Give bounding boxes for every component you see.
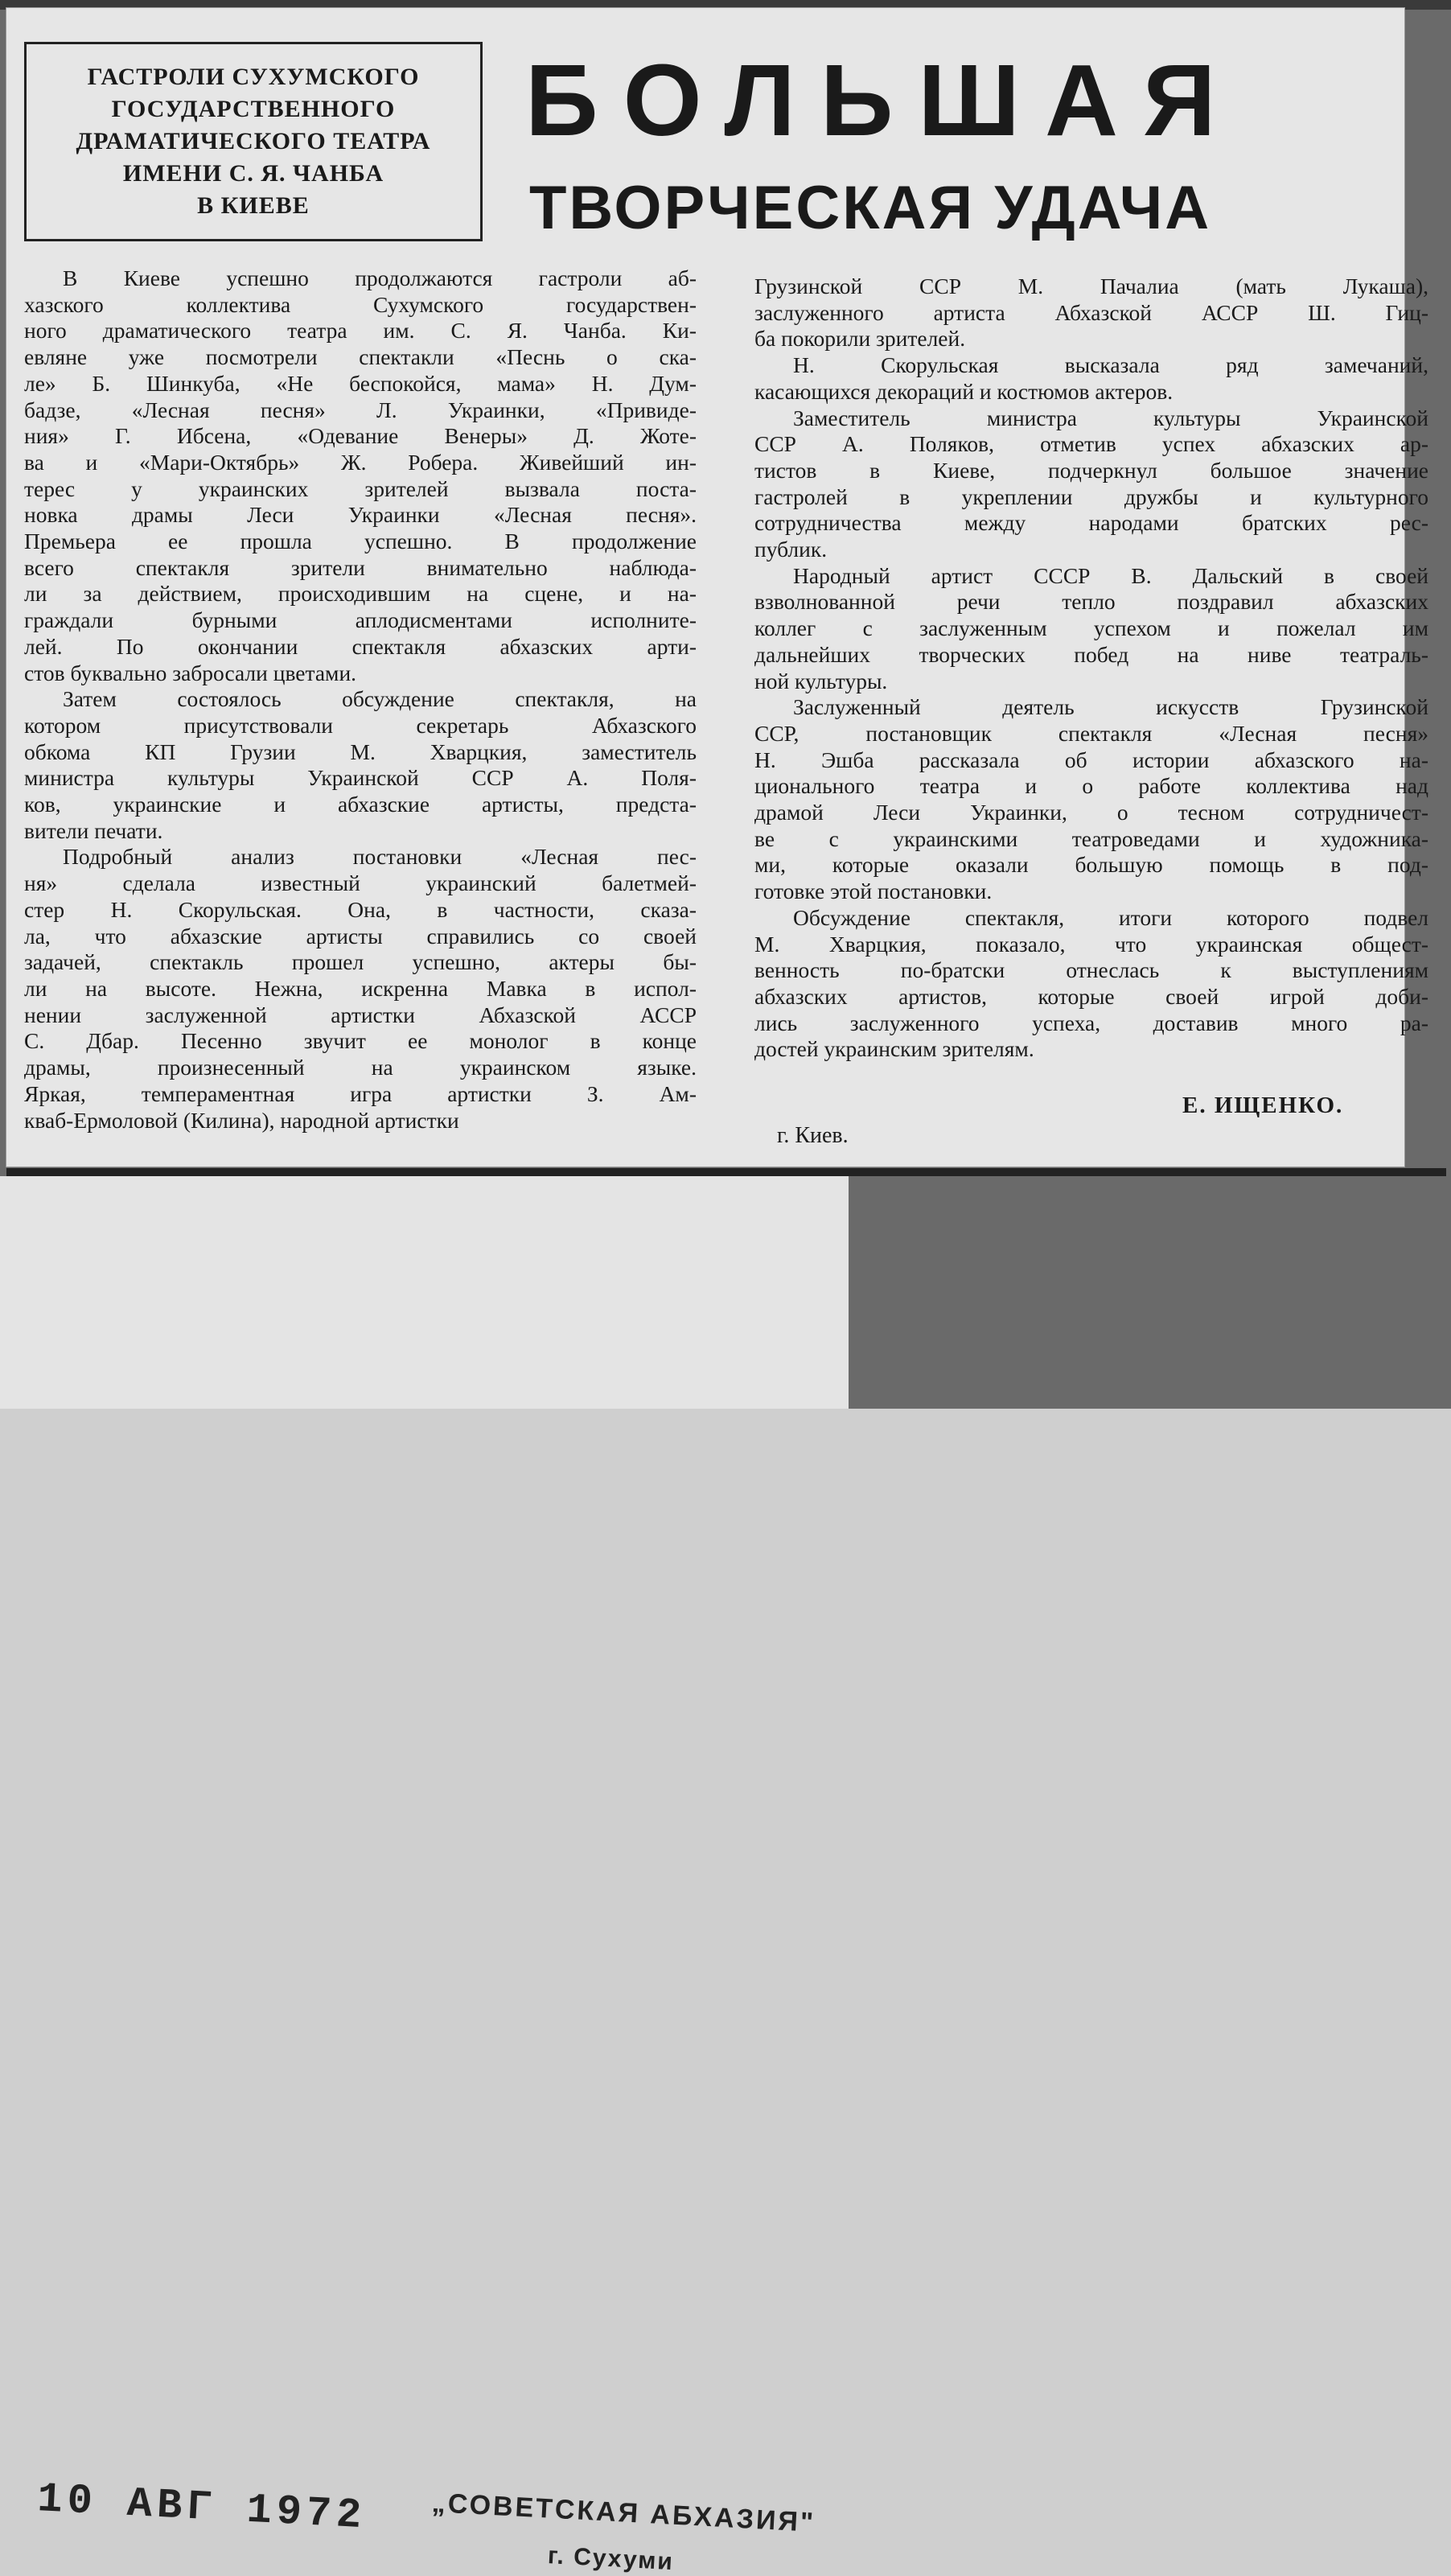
text-line: драмы, произнесенный на украинском языке. bbox=[24, 1055, 697, 1080]
text-line: ной культуры. bbox=[754, 668, 888, 693]
text-line: С. Дбар. Песенно звучит ее монолог в конце bbox=[24, 1028, 697, 1054]
text-line: министра культуры Украинской ССР А. Поля- bbox=[24, 765, 697, 791]
text-line: ле» Б. Шинкуба, «Не беспокойся, мама» Н. Дум- bbox=[24, 370, 697, 396]
text-line: В Киеве успешно продолжаются гастроли аб- bbox=[63, 265, 697, 290]
article-column-left bbox=[24, 265, 697, 1134]
text-line: котором присутствовали секретарь Абхазского bbox=[24, 712, 697, 738]
headline-line-2: ТВОРЧЕСКАЯ УДАЧА bbox=[529, 174, 1212, 242]
text-line: Заместитель министра культуры Украинской bbox=[793, 405, 1428, 430]
text-line: абхазских артистов, которые своей игрой доби- bbox=[754, 983, 1428, 1009]
stamp-newspaper: „СОВЕТСКАЯ АБХАЗИЯ" bbox=[431, 2488, 816, 2538]
text-line: хазского коллектива Сухумского государствен- bbox=[24, 291, 697, 317]
text-line: новка драмы Леси Украинки «Лесная песня». bbox=[24, 502, 697, 528]
text-line: Народный артист СССР В. Дальский в своей bbox=[793, 562, 1428, 588]
rubric-line: ИМЕНИ С. Я. ЧАНБА bbox=[122, 160, 384, 187]
text-line: ния» Г. Ибсена, «Одевание Венеры» Д. Жоте- bbox=[24, 423, 697, 449]
text-line: дальнейших творческих побед на ниве театраль- bbox=[754, 641, 1428, 667]
text-line: вители печати. bbox=[24, 817, 163, 843]
text-line: ного драматического театра им. С. Я. Чанба. Ки- bbox=[24, 318, 697, 344]
text-line: кваб-Ермоловой (Килина), народной артистки bbox=[24, 1107, 459, 1133]
text-line: ССР, постановщик спектакля «Лесная песня» bbox=[754, 720, 1428, 746]
text-line: гастролей в укреплении дружбы и культурного bbox=[754, 484, 1428, 509]
text-line: взволнованной речи тепло поздравил абхазских bbox=[754, 589, 1428, 615]
text-line: достей украинским зрителям. bbox=[754, 1036, 1034, 1062]
text-line: лись заслуженного успеха, доставив много ра- bbox=[754, 1010, 1428, 1035]
text-line: венность по-братски отнеслась к выступлениям bbox=[754, 957, 1428, 983]
text-line: Н. Эшба рассказала об истории абхазского на- bbox=[754, 747, 1428, 772]
text-line: Н. Скорульская высказала ряд замечаний, bbox=[793, 352, 1428, 378]
text-line: М. Хварцкия, показало, что украинская общест- bbox=[754, 931, 1428, 957]
rubric-line: ГАСТРОЛИ СУХУМСКОГО bbox=[87, 64, 420, 90]
text-line: тистов в Киеве, подчеркнул большое значение bbox=[754, 457, 1428, 483]
text-line: ла, что абхазские артисты справились со своей bbox=[24, 923, 697, 949]
text-line: ва и «Мари-Октябрь» Ж. Робера. Живейший ин- bbox=[24, 449, 697, 475]
text-line: лей. По окончании спектакля абхазских арти- bbox=[24, 633, 697, 659]
text-line: Грузинской ССР М. Пачалиа (мать Лукаша), bbox=[754, 274, 1428, 298]
text-line: сотрудничества между народами братских рес- bbox=[754, 510, 1428, 536]
text-line: ли за действием, происходившим на сцене, и на- bbox=[24, 581, 697, 607]
text-line: ве с украинскими театроведами и художника- bbox=[754, 825, 1428, 851]
text-line: касающихся декораций и костюмов актеров. bbox=[754, 378, 1174, 404]
text-line: готовке этой постановки. bbox=[754, 879, 993, 904]
text-line: Обсуждение спектакля, итоги которого подвел bbox=[793, 904, 1428, 930]
text-line: Премьера ее прошла успешно. В продолжение bbox=[24, 529, 697, 554]
text-line: заслуженного артиста Абхазской АССР Ш. Гиц- bbox=[754, 299, 1428, 325]
rubric-text bbox=[76, 61, 431, 222]
text-line: Подробный анализ постановки «Лесная пес- bbox=[63, 844, 697, 870]
text-line: драмой Леси Украинки, о тесном сотрудничест- bbox=[754, 800, 1428, 825]
text-line: ми, которые оказали большую помощь в под- bbox=[754, 852, 1428, 878]
rubric-line: ДРАМАТИЧЕСКОГО ТЕАТРА bbox=[76, 128, 431, 154]
archive-slip bbox=[0, 1176, 849, 2576]
text-line: обкома КП Грузии М. Хварцкия, заместитель bbox=[24, 739, 697, 764]
text-line: ков, украинские и абхазские артисты, предста- bbox=[24, 792, 697, 817]
text-line: граждали бурными аплодисментами исполните- bbox=[24, 607, 697, 633]
text-line: публик. bbox=[754, 537, 828, 562]
article-column-right bbox=[754, 274, 1428, 1063]
text-line: Заслуженный деятель искусств Грузинской bbox=[793, 694, 1428, 720]
bottom-rule bbox=[6, 1168, 1446, 1176]
text-line: бадзе, «Лесная песня» Л. Украинки, «Привиде- bbox=[24, 397, 697, 422]
text-line: ционального театра и о работе коллектива над bbox=[754, 773, 1428, 799]
rubric-line: ГОСУДАРСТВЕННОГО bbox=[111, 96, 396, 122]
text-line: Яркая, темпераментная игра артистки З. Ам- bbox=[24, 1080, 697, 1106]
headline-line-1: БОЛЬШАЯ bbox=[525, 43, 1241, 157]
stamp-city: г. Сухуми bbox=[547, 2542, 675, 2576]
dateline-place: г. Киев. bbox=[777, 1123, 849, 1148]
text-line: коллег с заслуженным успехом и пожелал им bbox=[754, 615, 1428, 641]
text-line: ня» сделала известный украинский балетмей- bbox=[24, 870, 697, 896]
text-line: терес у украинских зрителей вызвала поста- bbox=[24, 475, 697, 501]
text-line: стов буквально забросали цветами. bbox=[24, 660, 357, 685]
text-line: ба покорили зрителей. bbox=[754, 326, 966, 352]
newspaper-clipping bbox=[6, 8, 1428, 1167]
text-line: ли на высоте. Нежна, искренна Мавка в испол- bbox=[24, 975, 697, 1001]
text-line: стер Н. Скорульская. Она, в частности, сказа- bbox=[24, 896, 697, 922]
text-line: нении заслуженной артистки Абхазской АССР bbox=[24, 1002, 697, 1027]
rubric-line: В КИЕВЕ bbox=[197, 192, 310, 219]
text-line: Затем состоялось обсуждение спектакля, на bbox=[63, 686, 697, 712]
stamp-date: 10 АВГ 1972 bbox=[35, 2475, 368, 2541]
rubric-box bbox=[24, 42, 483, 241]
text-line: ССР А. Поляков, отметив успех абхазских ар- bbox=[754, 431, 1428, 457]
author-signature: Е. ИЩЕНКО. bbox=[1182, 1093, 1344, 1118]
text-line: евляне уже посмотрели спектакли «Песнь о ска- bbox=[24, 344, 697, 370]
text-line: задачей, спектакль прошел успешно, актеры бы- bbox=[24, 949, 697, 975]
text-line: всего спектакля зрители внимательно наблюда- bbox=[24, 554, 697, 580]
